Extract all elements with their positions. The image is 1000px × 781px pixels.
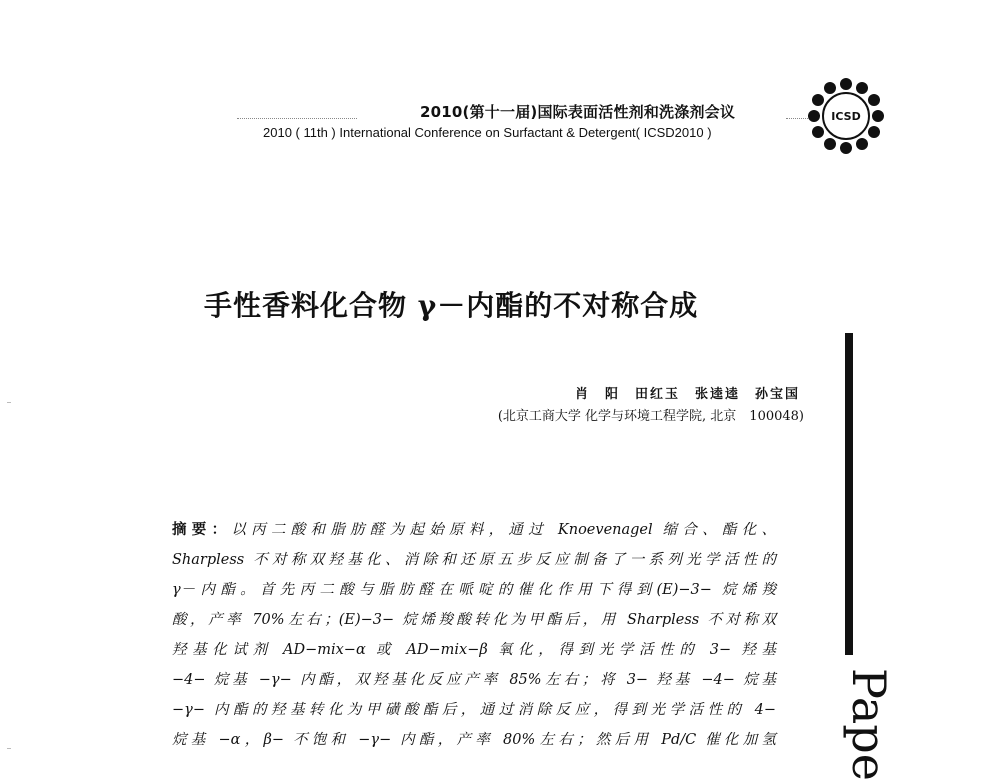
abstract-label: 摘要： <box>172 521 232 538</box>
conference-title-en: 2010 ( 11th ) International Conference on Surfactant & Detergent( ICSD2010 ) <box>263 125 712 140</box>
abstract-line: γ－内酯。首先丙二酸与脂肪醛在哌啶的催化作用下得到(E)−3− 烷烯羧 <box>172 582 776 598</box>
abstract-line: −4− 烷基 −γ− 内酯，双羟基化反应产率 85%左右；将 3− 羟基 −4− 烷基 <box>172 672 776 688</box>
header-dotted-rule-right <box>786 118 808 119</box>
side-label-papers: Pape <box>842 668 896 781</box>
conference-title-cn: 2010(第十一届)国际表面活性剂和洗涤剂会议 <box>420 103 736 121</box>
margin-tick <box>7 748 11 749</box>
paper-title: 手性香料化合物 γ－内酯的不对称合成 <box>204 289 699 322</box>
paper-authors: 肖 阳 田红玉 张逵逵 孙宝国 <box>574 387 800 402</box>
margin-tick <box>7 402 11 403</box>
abstract-line-text: 以丙二酸和脂肪醛为起始原料，通过 Knoevenagel 缩合、酯化、 <box>231 522 776 538</box>
abstract-line: Sharpless 不对称双羟基化、消除和还原五步反应制备了一系列光学活性的 <box>172 552 776 568</box>
abstract <box>172 515 776 755</box>
abstract-line: −γ− 内酯的羟基转化为甲磺酸酯后，通过消除反应，得到光学活性的 4− <box>172 702 776 718</box>
abstract-line <box>172 515 776 545</box>
abstract-line: 酸，产率 70%左右；(E)−3− 烷烯羧酸转化为甲酯后，用 Sharpless 不对称双 <box>172 612 776 628</box>
abstract-line: 羟基化试剂 AD−mix−α 或 AD−mix−β 氧化，得到光学活性的 3− 羟基 <box>172 642 776 658</box>
paper-affiliation: (北京工商大学 化学与环境工程学院, 北京 100048) <box>497 409 804 424</box>
header-dotted-rule-left <box>237 118 357 119</box>
logo-text: ICSD <box>831 110 861 123</box>
side-black-bar <box>845 333 853 655</box>
abstract-line: 烷基 −α，β− 不饱和 −γ− 内酯，产率 80%左右；然后用 Pd/C 催化加氢 <box>172 732 776 748</box>
